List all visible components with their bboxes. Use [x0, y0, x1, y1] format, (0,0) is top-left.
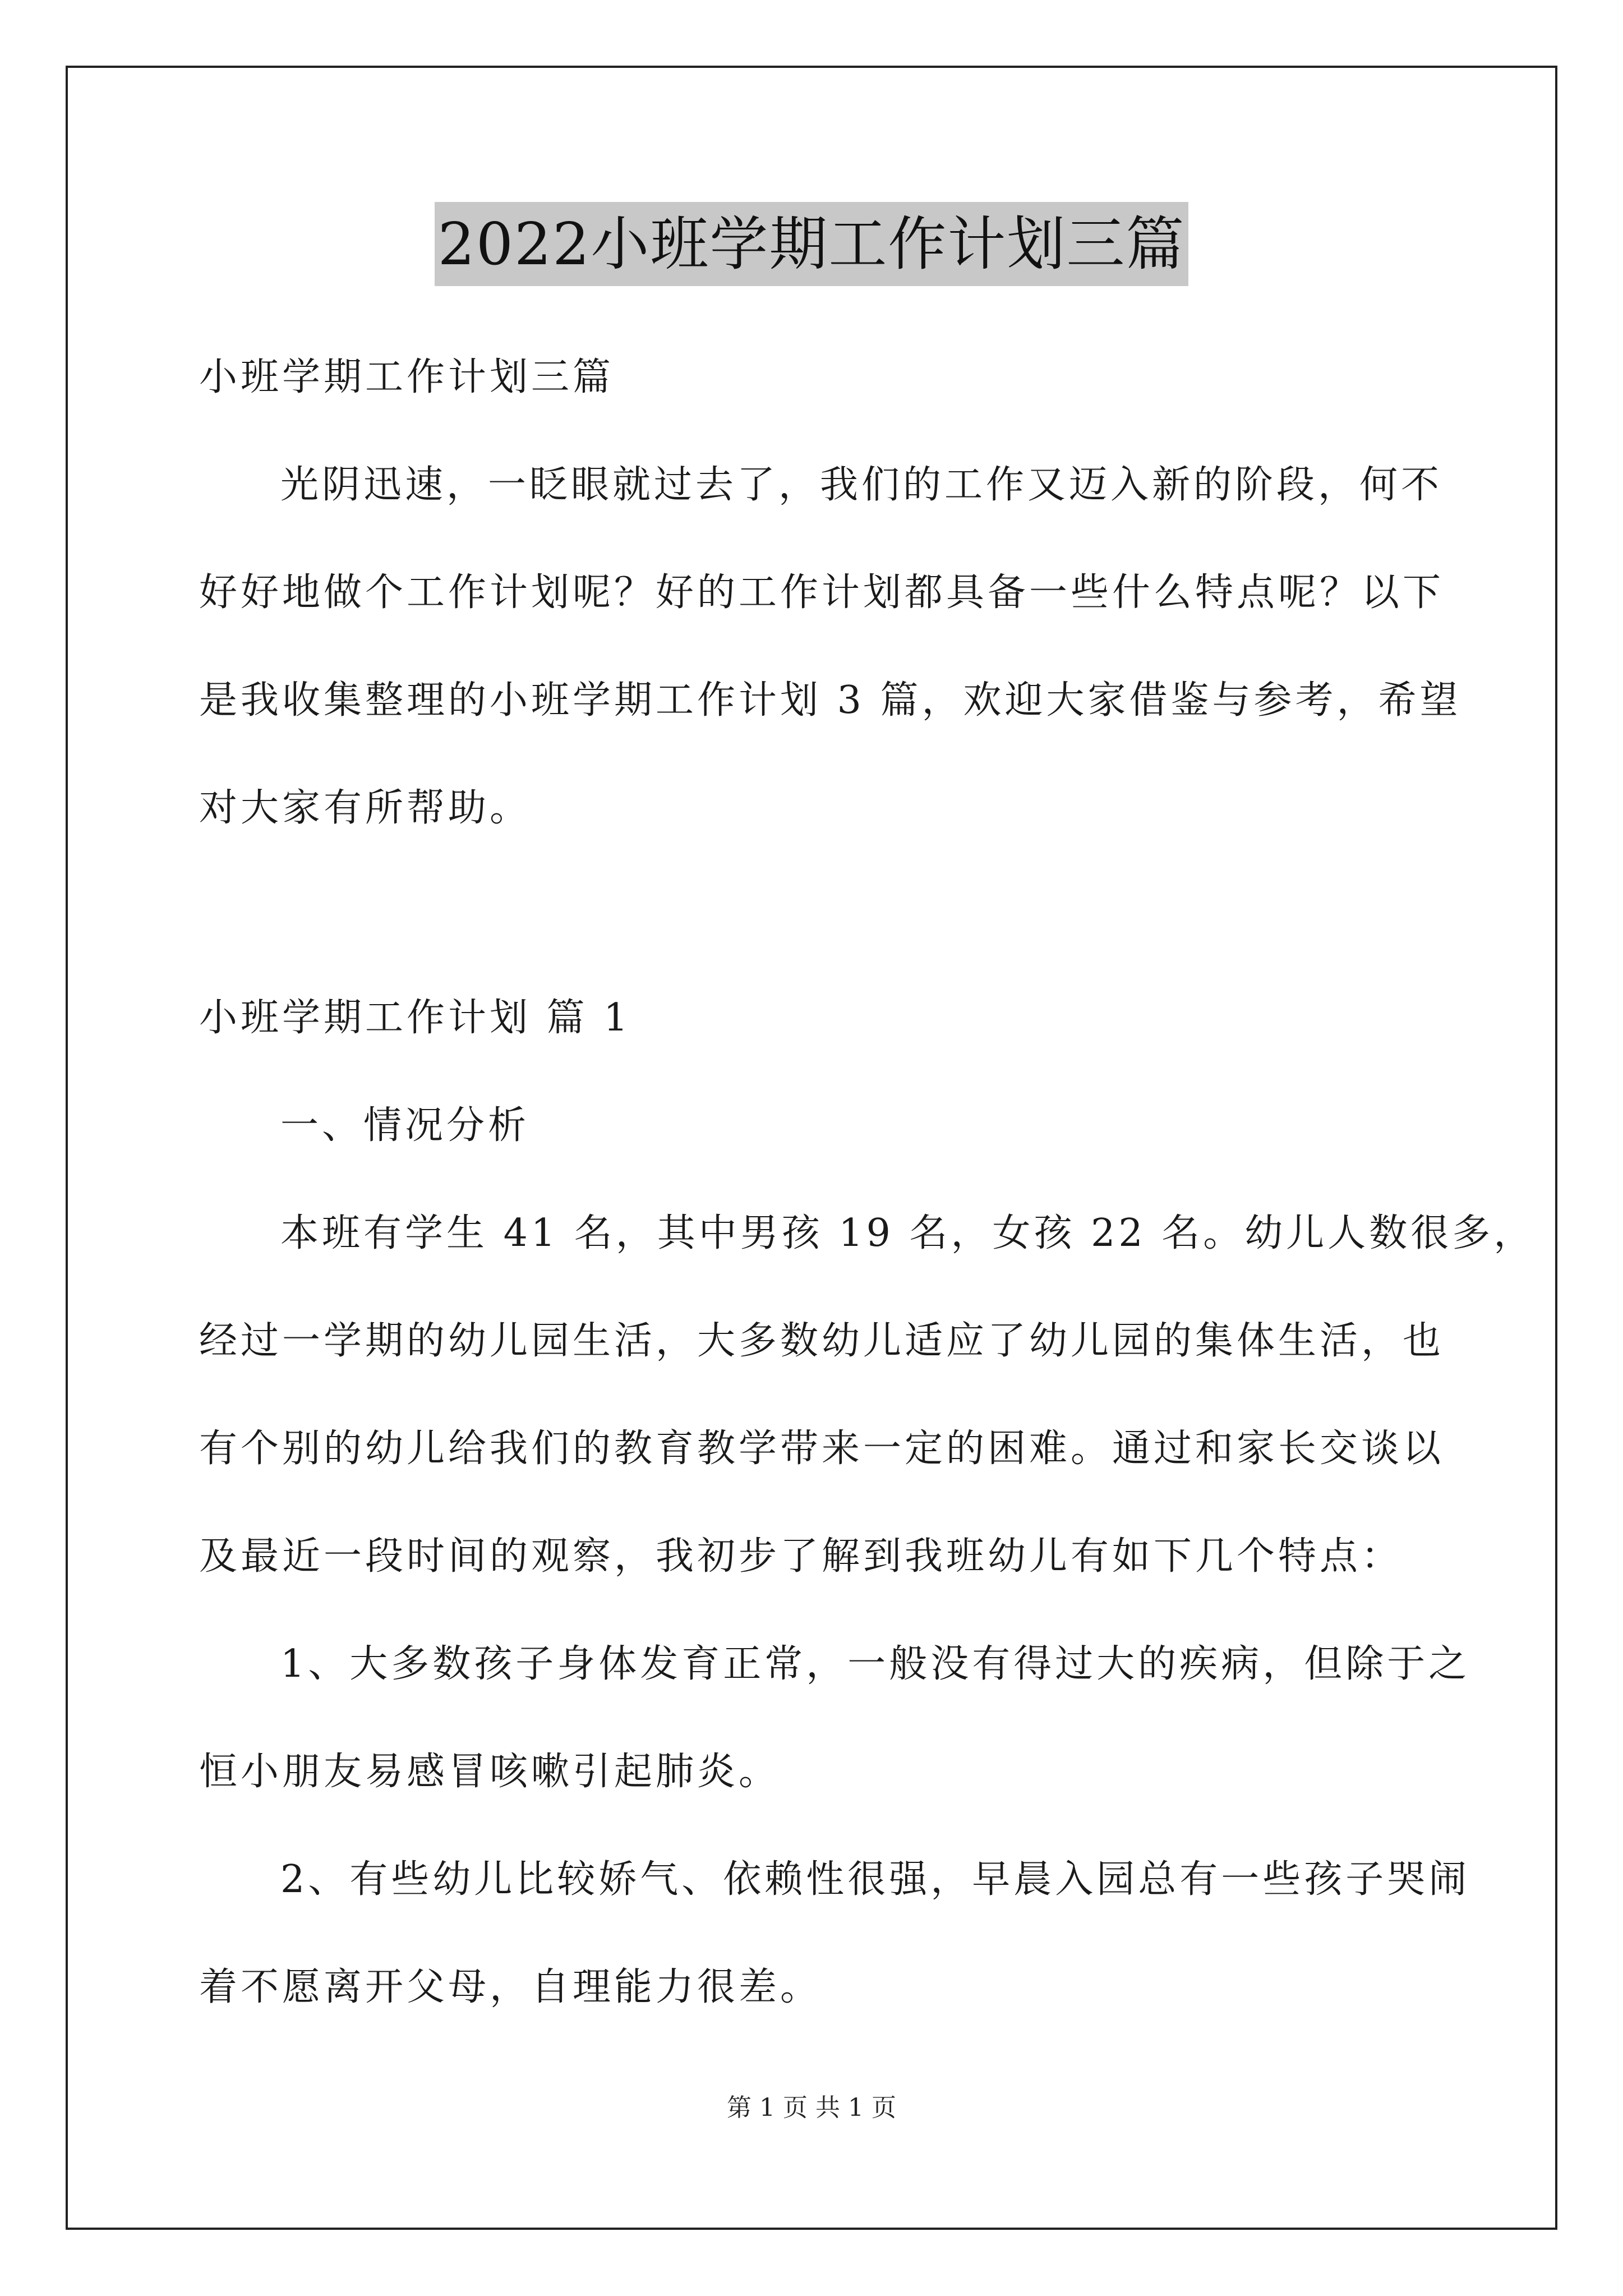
paragraph-line: 有个别的幼儿给我们的教育教学带来一定的困难。通过和家长交谈以	[199, 1427, 1445, 1471]
paragraph-line: 经过一学期的幼儿园生活，大多数幼儿适应了幼儿园的集体生活，也	[199, 1319, 1445, 1363]
title-container	[0, 202, 1623, 286]
page-number-footer: 第 1 页 共 1 页	[727, 2093, 896, 2122]
intro-line: 光阴迅速，一眨眼就过去了，我们的工作又迈入新的阶段，何不	[280, 463, 1443, 507]
section-heading: 小班学期工作计划 篇 1	[199, 996, 631, 1040]
document-subtitle: 小班学期工作计划三篇	[199, 355, 615, 399]
list-item-line: 2、有些幼儿比较娇气、依赖性很强，早晨入园总有一些孩子哭闹	[280, 1857, 1470, 1902]
intro-line: 是我收集整理的小班学期工作计划 3 篇，欢迎大家借鉴与参考，希望	[199, 678, 1461, 723]
list-item-line: 1、大多数孩子身体发育正常，一般没有得过大的疾病，但除于之	[280, 1642, 1470, 1686]
intro-line: 好好地做个工作计划呢？好的工作计划都具备一些什么特点呢？以下	[199, 570, 1445, 615]
document-title: 2022小班学期工作计划三篇	[435, 202, 1189, 286]
paragraph-line: 本班有学生 41 名，其中男孩 19 名，女孩 22 名。幼儿人数很多，	[280, 1211, 1536, 1255]
list-item-line: 恒小朋友易感冒咳嗽引起肺炎。	[199, 1750, 781, 1794]
list-item-line: 着不愿离开父母，自理能力很差。	[199, 1965, 822, 2009]
sub-heading: 一、情况分析	[280, 1103, 530, 1148]
paragraph-line: 及最近一段时间的观察，我初步了解到我班幼儿有如下几个特点：	[199, 1534, 1403, 1579]
intro-line: 对大家有所帮助。	[199, 786, 532, 830]
